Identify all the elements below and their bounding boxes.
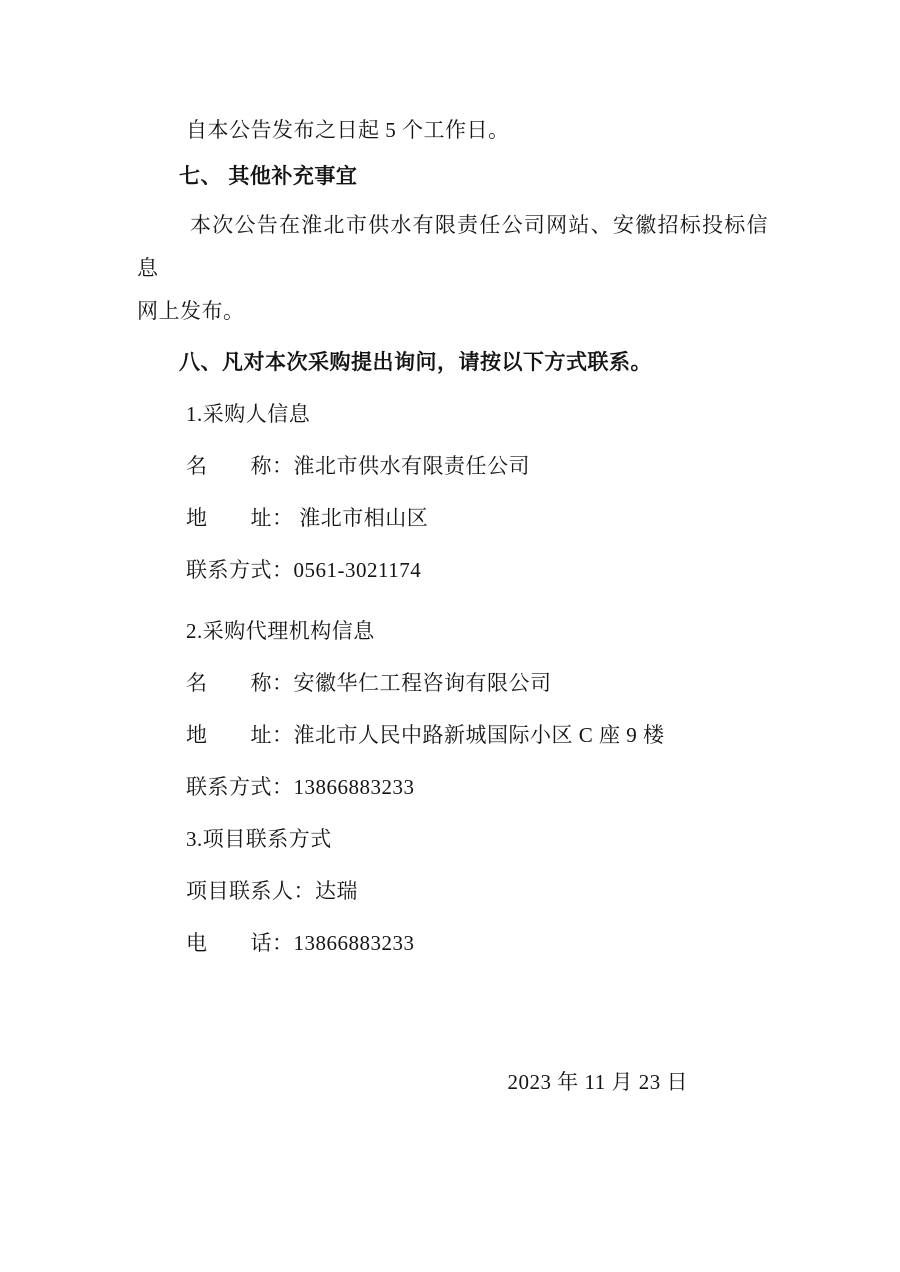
project-phone: 电 话：13866883233: [186, 931, 415, 955]
agency-name: 名 称：安徽华仁工程咨询有限公司: [186, 671, 552, 695]
heading-other-matters: 七、 其他补充事宜: [179, 165, 358, 188]
purchaser-name: 名 称：淮北市供水有限责任公司: [186, 454, 530, 478]
document-date: 2023 年 11 月 23 日: [507, 1070, 688, 1094]
purchaser-address: 地 址： 淮北市相山区: [186, 506, 429, 530]
paragraph-publication: [137, 204, 768, 333]
paragraph-publication-line-2: 网上发布。: [137, 299, 245, 323]
project-contact-person: 项目联系人：达瑞: [186, 879, 358, 903]
paragraph-publication-line-1: 本次公告在淮北市供水有限责任公司网站、安徽招标投标信息: [137, 213, 768, 280]
project-contact-title: 3.项目联系方式: [186, 827, 332, 851]
heading-contact-methods: 八、凡对本次采购提出询问，请按以下方式联系。: [179, 351, 652, 374]
agency-contact: 联系方式：13866883233: [186, 775, 415, 799]
paragraph-working-days: 自本公告发布之日起 5 个工作日。: [186, 118, 510, 142]
agency-info-title: 2.采购代理机构信息: [186, 619, 375, 643]
purchaser-contact: 联系方式：0561-3021174: [186, 558, 422, 582]
purchaser-info-title: 1.采购人信息: [186, 402, 311, 426]
agency-address: 地 址：淮北市人民中路新城国际小区 C 座 9 楼: [186, 723, 665, 747]
